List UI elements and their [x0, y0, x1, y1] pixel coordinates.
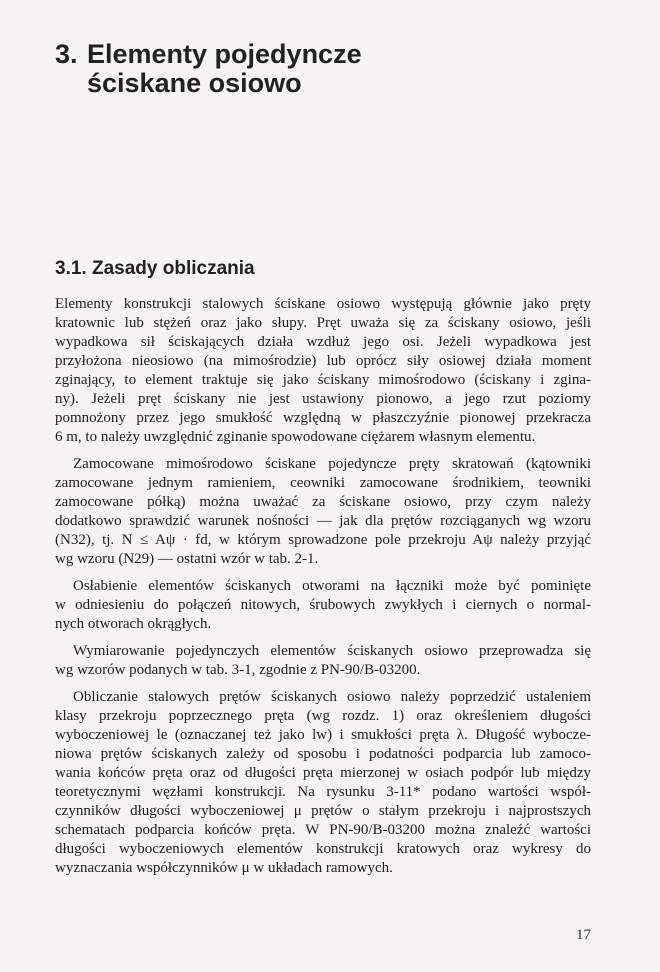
text-line: pomnożony przez jego smukłość względną w płaszczyźnie pionowej przekracza [55, 410, 591, 426]
text-line: w odniesieniu do połączeń nitowych, śrubowych zwykłych i ciernych o normal- [55, 597, 591, 613]
paragraph [55, 642, 591, 680]
text-line: wg wzoru (N29) — ostatni wzór w tab. 2-1. [55, 551, 319, 567]
chapter-title-line1: Elementy pojedyncze [87, 39, 362, 69]
page-number: 17 [576, 927, 591, 943]
text-line: wyboczeniowej le (oznaczanej też jako lw) i smukłości pręta λ. Długość wybocze- [55, 727, 591, 743]
text-line: przyłożona nieosiowo (na mimośrodzie) lub oprócz siły osiowej działa moment [55, 353, 591, 369]
paragraph [55, 577, 591, 634]
paragraph [55, 455, 591, 569]
text-line: wypadkowa sił ściskających działa wzdłuż jego osi. Jeżeli wypadkowa jest [55, 334, 591, 350]
text-line: Elementy konstrukcji stalowych ściskane osiowo występują głównie jako pręty [55, 296, 591, 312]
text-line: ny). Jeżeli pręt ściskany nie jest ustawiony pionowo, a jego rzut poziomy [55, 391, 591, 407]
text-line: Wymiarowanie pojedynczych elementów ściskanych osiowo przeprowadza się [73, 643, 591, 659]
chapter-title-line2: ściskane osiowo [87, 68, 302, 98]
text-line: schematach podparcia końców pręta. W PN-90/B-03200 można znaleźć wartości [55, 822, 591, 838]
chapter-number: 3. [55, 39, 78, 69]
text-line: teoretycznymi węzłami konstrukcji. Na rysunku 3-11* podano wartości współ- [55, 784, 591, 800]
text-line: zginający, to element traktuje się jako ściskany mimośrodowo (ściskany i zgina- [55, 372, 591, 388]
text-line: wania końców pręta oraz od długości pręta mierzonej w osiach podpór lub między [55, 765, 591, 781]
text-line: wyznaczania współczynników μ w układach ramowych. [55, 860, 393, 876]
text-line: czynników długości wyboczeniowej μ prętów o stałym przekroju i najprostszych [55, 803, 591, 819]
text-line: zamocowane półką) można uważać za ściskane osiowo, przy czym należy [55, 494, 591, 510]
text-line: klasy przekroju poprzecznego pręta (wg rozdz. 1) oraz określeniem długości [55, 708, 591, 724]
text-line: długości wyboczeniowych elementów konstrukcji kratowych oraz wykresy do [55, 841, 591, 857]
text-line: (N32), tj. N ≤ Aψ · fd, w którym sprowadzone pole przekroju Aψ należy przyjąć [55, 532, 591, 548]
paragraph [55, 688, 591, 878]
text-line: Obliczanie stalowych prętów ściskanych osiowo należy poprzedzić ustaleniem [73, 689, 591, 705]
section-number: 3.1. [55, 258, 87, 279]
text-line: niowa prętów ściskanych zależy od sposobu i podatności podparcia lub zamoco- [55, 746, 591, 762]
text-line: kratownic lub stężeń oraz jako słupy. Pręt uważa się za ściskany osiowo, jeśli [55, 315, 591, 331]
section-title [55, 257, 255, 281]
text-line: Zamocowane mimośrodowo ściskane pojedyncze pręty skratowań (kątowniki [73, 456, 591, 472]
text-line: wg wzorów podanych w tab. 3-1, zgodnie z PN-90/B-03200. [55, 662, 421, 678]
text-line: Osłabienie elementów ściskanych otworami na łączniki może być pominięte [73, 578, 591, 594]
paragraph [55, 295, 591, 447]
chapter-title [55, 40, 362, 98]
text-line: zamocowane jednym ramieniem, ceowniki zamocowane środnikiem, teowniki [55, 475, 591, 491]
text-line: 6 m, to należy uwzględnić zginanie spowodowane ciężarem własnym elementu. [55, 429, 536, 445]
section-title-text: Zasady obliczania [92, 258, 255, 279]
text-line: dodatkowo sprawdzić warunek nośności — jak dla prętów rozciąganych wg wzoru [55, 513, 591, 529]
text-line: nych otworach okrągłych. [55, 616, 212, 632]
body-text [55, 295, 591, 886]
